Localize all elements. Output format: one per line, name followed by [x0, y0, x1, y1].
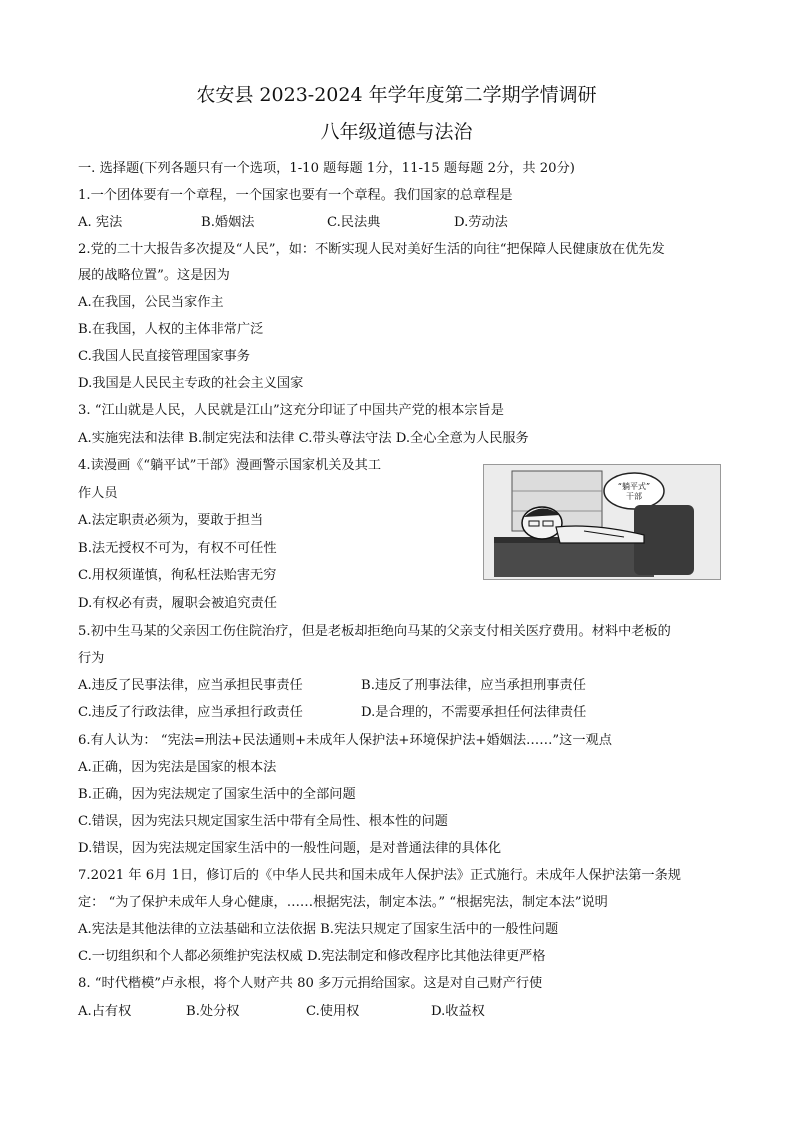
q6-stem: 6.有人认为： “宪法=刑法+民法通则+未成年人保护法+环境保护法+婚姻法……”这一观点	[78, 733, 612, 748]
q1-option-d: D.劳动法	[454, 215, 508, 230]
q5-option-a: A.违反了民事法律，应当承担民事责任	[78, 678, 303, 693]
q1-stem: 1.一个团体要有一个章程，一个国家也要有一个章程。我们国家的总章程是	[78, 188, 513, 203]
q7-options-cd: C.一切组织和个人都必须维护宪法权威 D.宪法制定和修改程序比其他法律更严格	[78, 949, 546, 964]
q7-stem-line2: 定： “为了保护未成年人身心健康，……根据宪法，制定本法。” “根据宪法，制定本法”说明	[78, 895, 608, 910]
q5-option-c: C.违反了行政法律，应当承担行政责任	[78, 705, 303, 720]
q4-stem-line2: 作人员	[78, 486, 118, 501]
q8-option-b: B.处分权	[186, 1004, 240, 1019]
q8-option-a: A.占有权	[78, 1004, 132, 1019]
q5-option-d: D.是合理的，不需要承担任何法律责任	[361, 705, 587, 720]
q4-stem-line1: 4.读漫画《“躺平试”干部》漫画警示国家机关及其工	[78, 458, 382, 473]
q1-option-a: A. 宪法	[78, 215, 123, 230]
q5-stem-line1: 5.初中生马某的父亲因工伤住院治疗，但是老板却拒绝向马某的父亲支付相关医疗费用。材料中老板的	[78, 624, 671, 639]
svg-text:干部: 干部	[626, 492, 642, 501]
q3-options: A.实施宪法和法律 B.制定宪法和法律 C.带头尊法守法 D.全心全意为人民服务	[78, 431, 529, 446]
q8-option-d: D.收益权	[431, 1004, 485, 1019]
cartoon-drawing	[484, 465, 720, 579]
lying-flat-cadre-cartoon	[483, 464, 721, 580]
exam-subtitle: 八年级道德与法治	[320, 121, 473, 143]
q2-option-c: C.我国人民直接管理国家事务	[78, 349, 251, 364]
q6-option-c: C.错误，因为宪法只规定国家生活中带有全局性、根本性的问题	[78, 814, 448, 829]
q2-option-b: B.在我国，人权的主体非常广泛	[78, 322, 264, 337]
q7-stem-line1: 7.2021 年 6月 1日，修订后的《中华人民共和国未成年人保护法》正式施行。未成年人保护法第一条规	[78, 868, 681, 883]
q6-option-d: D.错误，因为宪法规定国家生活中的一般性问题，是对普通法律的具体化	[78, 841, 502, 856]
q4-option-a: A.法定职责必须为，要敢于担当	[78, 513, 264, 528]
q8-stem: 8. “时代楷模”卢永根，将个人财产共 80 多万元捐给国家。这是对自己财产行使	[78, 976, 543, 991]
q2-stem-line2: 展的战略位置”。这是因为	[78, 268, 230, 283]
q2-option-a: A.在我国，公民当家作主	[78, 295, 224, 310]
q5-option-b: B.违反了刑事法律，应当承担刑事责任	[361, 678, 586, 693]
q1-option-b: B.婚姻法	[201, 215, 255, 230]
q7-options-ab: A.宪法是其他法律的立法基础和立法依据 B.宪法只规定了国家生活中的一般性问题	[78, 922, 559, 937]
q2-stem-line1: 2.党的二十大报告多次提及“人民”，如：不断实现人民对美好生活的向往“把保障人民健康放在优先发	[78, 242, 665, 257]
q4-option-c: C.用权须谨慎，徇私枉法贻害无穷	[78, 568, 277, 583]
q6-option-a: A.正确，因为宪法是国家的根本法	[78, 760, 277, 775]
q2-option-d: D.我国是人民民主专政的社会主义国家	[78, 376, 304, 391]
q8-option-c: C.使用权	[306, 1004, 360, 1019]
q5-stem-line2: 行为	[78, 651, 105, 666]
q3-stem: 3. “江山就是人民，人民就是江山”这充分印证了中国共产党的根本宗旨是	[78, 403, 504, 418]
q4-option-b: B.法无授权不可为，有权不可任性	[78, 541, 277, 556]
q6-option-b: B.正确，因为宪法规定了国家生活中的全部问题	[78, 787, 356, 802]
exam-title: 农安县 2023-2024 年学年度第二学期学情调研	[196, 84, 597, 106]
q4-option-d: D.有权必有责，履职会被追究责任	[78, 596, 277, 611]
q1-option-c: C.民法典	[327, 215, 381, 230]
svg-text:“躺平式”: “躺平式”	[617, 482, 651, 491]
section-heading: 一. 选择题(下列各题只有一个选项，1-10 题每题 1分，11-15 题每题 2分，共 20分)	[78, 161, 575, 176]
